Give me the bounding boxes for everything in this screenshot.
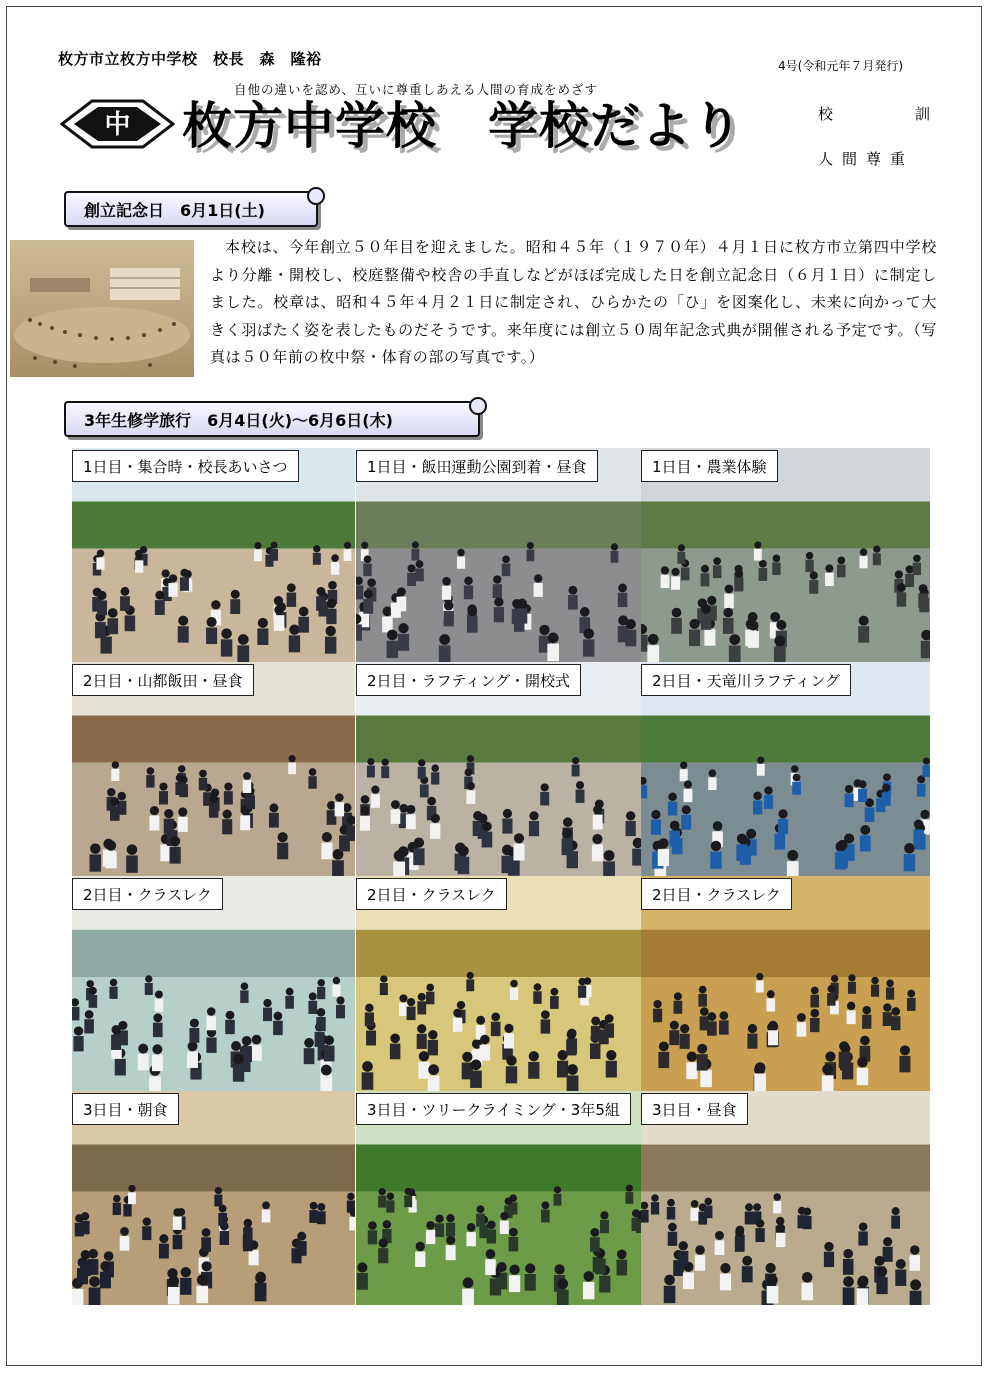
motto-label-char: 校 — [818, 105, 834, 123]
trip-photo-caption: 2日目・クラスレク — [641, 878, 792, 910]
newsletter-title: 枚方中学校 学校だより — [182, 97, 743, 155]
trip-photo — [72, 448, 355, 662]
trip-photo-caption: 2日目・天竜川ラフティング — [641, 664, 851, 696]
trip-photo-caption: 1日目・農業体験 — [641, 450, 778, 482]
trip-photo-caption: 1日目・飯田運動公園到着・昼食 — [356, 450, 598, 482]
trip-photo-caption: 3日目・朝食 — [72, 1093, 179, 1125]
trip-photo-caption: 3日目・昼食 — [641, 1093, 748, 1125]
trip-photo — [641, 876, 930, 1091]
school-emblem-text: 中 — [104, 110, 131, 140]
author-line: 枚方市立枚方中学校 校長 森 隆裕 — [58, 50, 322, 68]
section-banner-school-trip: 3年生修学旅行 6月4日(火)～6月6日(木) — [64, 401, 480, 437]
motto-label-char: 訓 — [914, 105, 930, 123]
anniversary-paragraph: 本校は、今年創立５０年目を迎えました。昭和４５年（１９７０年）４月１日に枚方市立第四中学校より分離・開校し、校庭整備や校舎の手直しなどがほぼ完成した日を創立記念日（６月１日）に制定しました。校章は、昭和４５年４月２１日に制定され、ひらかたの「ひ」を図案化し、未来に向かって大きく羽ばたく姿を表したものだそうです。来年度には創立５０周年記念式典が開催される予定です。（写真は５０年前の枚中祭・体育の部の写真です。） — [210, 238, 937, 366]
trip-photo — [356, 876, 641, 1091]
school-slogan: 自他の違いを認め、互いに尊重しあえる人間の育成をめざす — [234, 82, 599, 97]
motto-value: 人間尊重 — [818, 150, 915, 168]
trip-photo — [356, 448, 641, 662]
trip-photo-caption: 2日目・クラスレク — [356, 878, 507, 910]
trip-photo — [72, 1091, 355, 1305]
trip-photo — [356, 662, 641, 876]
trip-photo — [356, 1091, 641, 1305]
trip-photo-caption: 2日目・山都飯田・昼食 — [72, 664, 254, 696]
historical-sports-day-photo — [10, 240, 194, 377]
trip-photo-caption: 2日目・クラスレク — [72, 878, 223, 910]
trip-photo-caption: 1日目・集合時・校長あいさつ — [72, 450, 299, 482]
section-banner-anniversary: 創立記念日 6月1日(土) — [64, 191, 318, 227]
trip-photo — [641, 448, 930, 662]
trip-photo-caption: 3日目・ツリークライミング・3年5組 — [356, 1093, 631, 1125]
trip-photo — [72, 876, 355, 1091]
issue-number: 4号(令和元年７月発行) — [778, 59, 903, 73]
trip-photo — [641, 662, 930, 876]
trip-photo — [72, 662, 355, 876]
motto-label — [818, 103, 930, 124]
school-emblem-logo — [60, 98, 175, 150]
trip-photo-caption: 2日目・ラフティング・開校式 — [356, 664, 581, 696]
trip-photo — [641, 1091, 930, 1305]
